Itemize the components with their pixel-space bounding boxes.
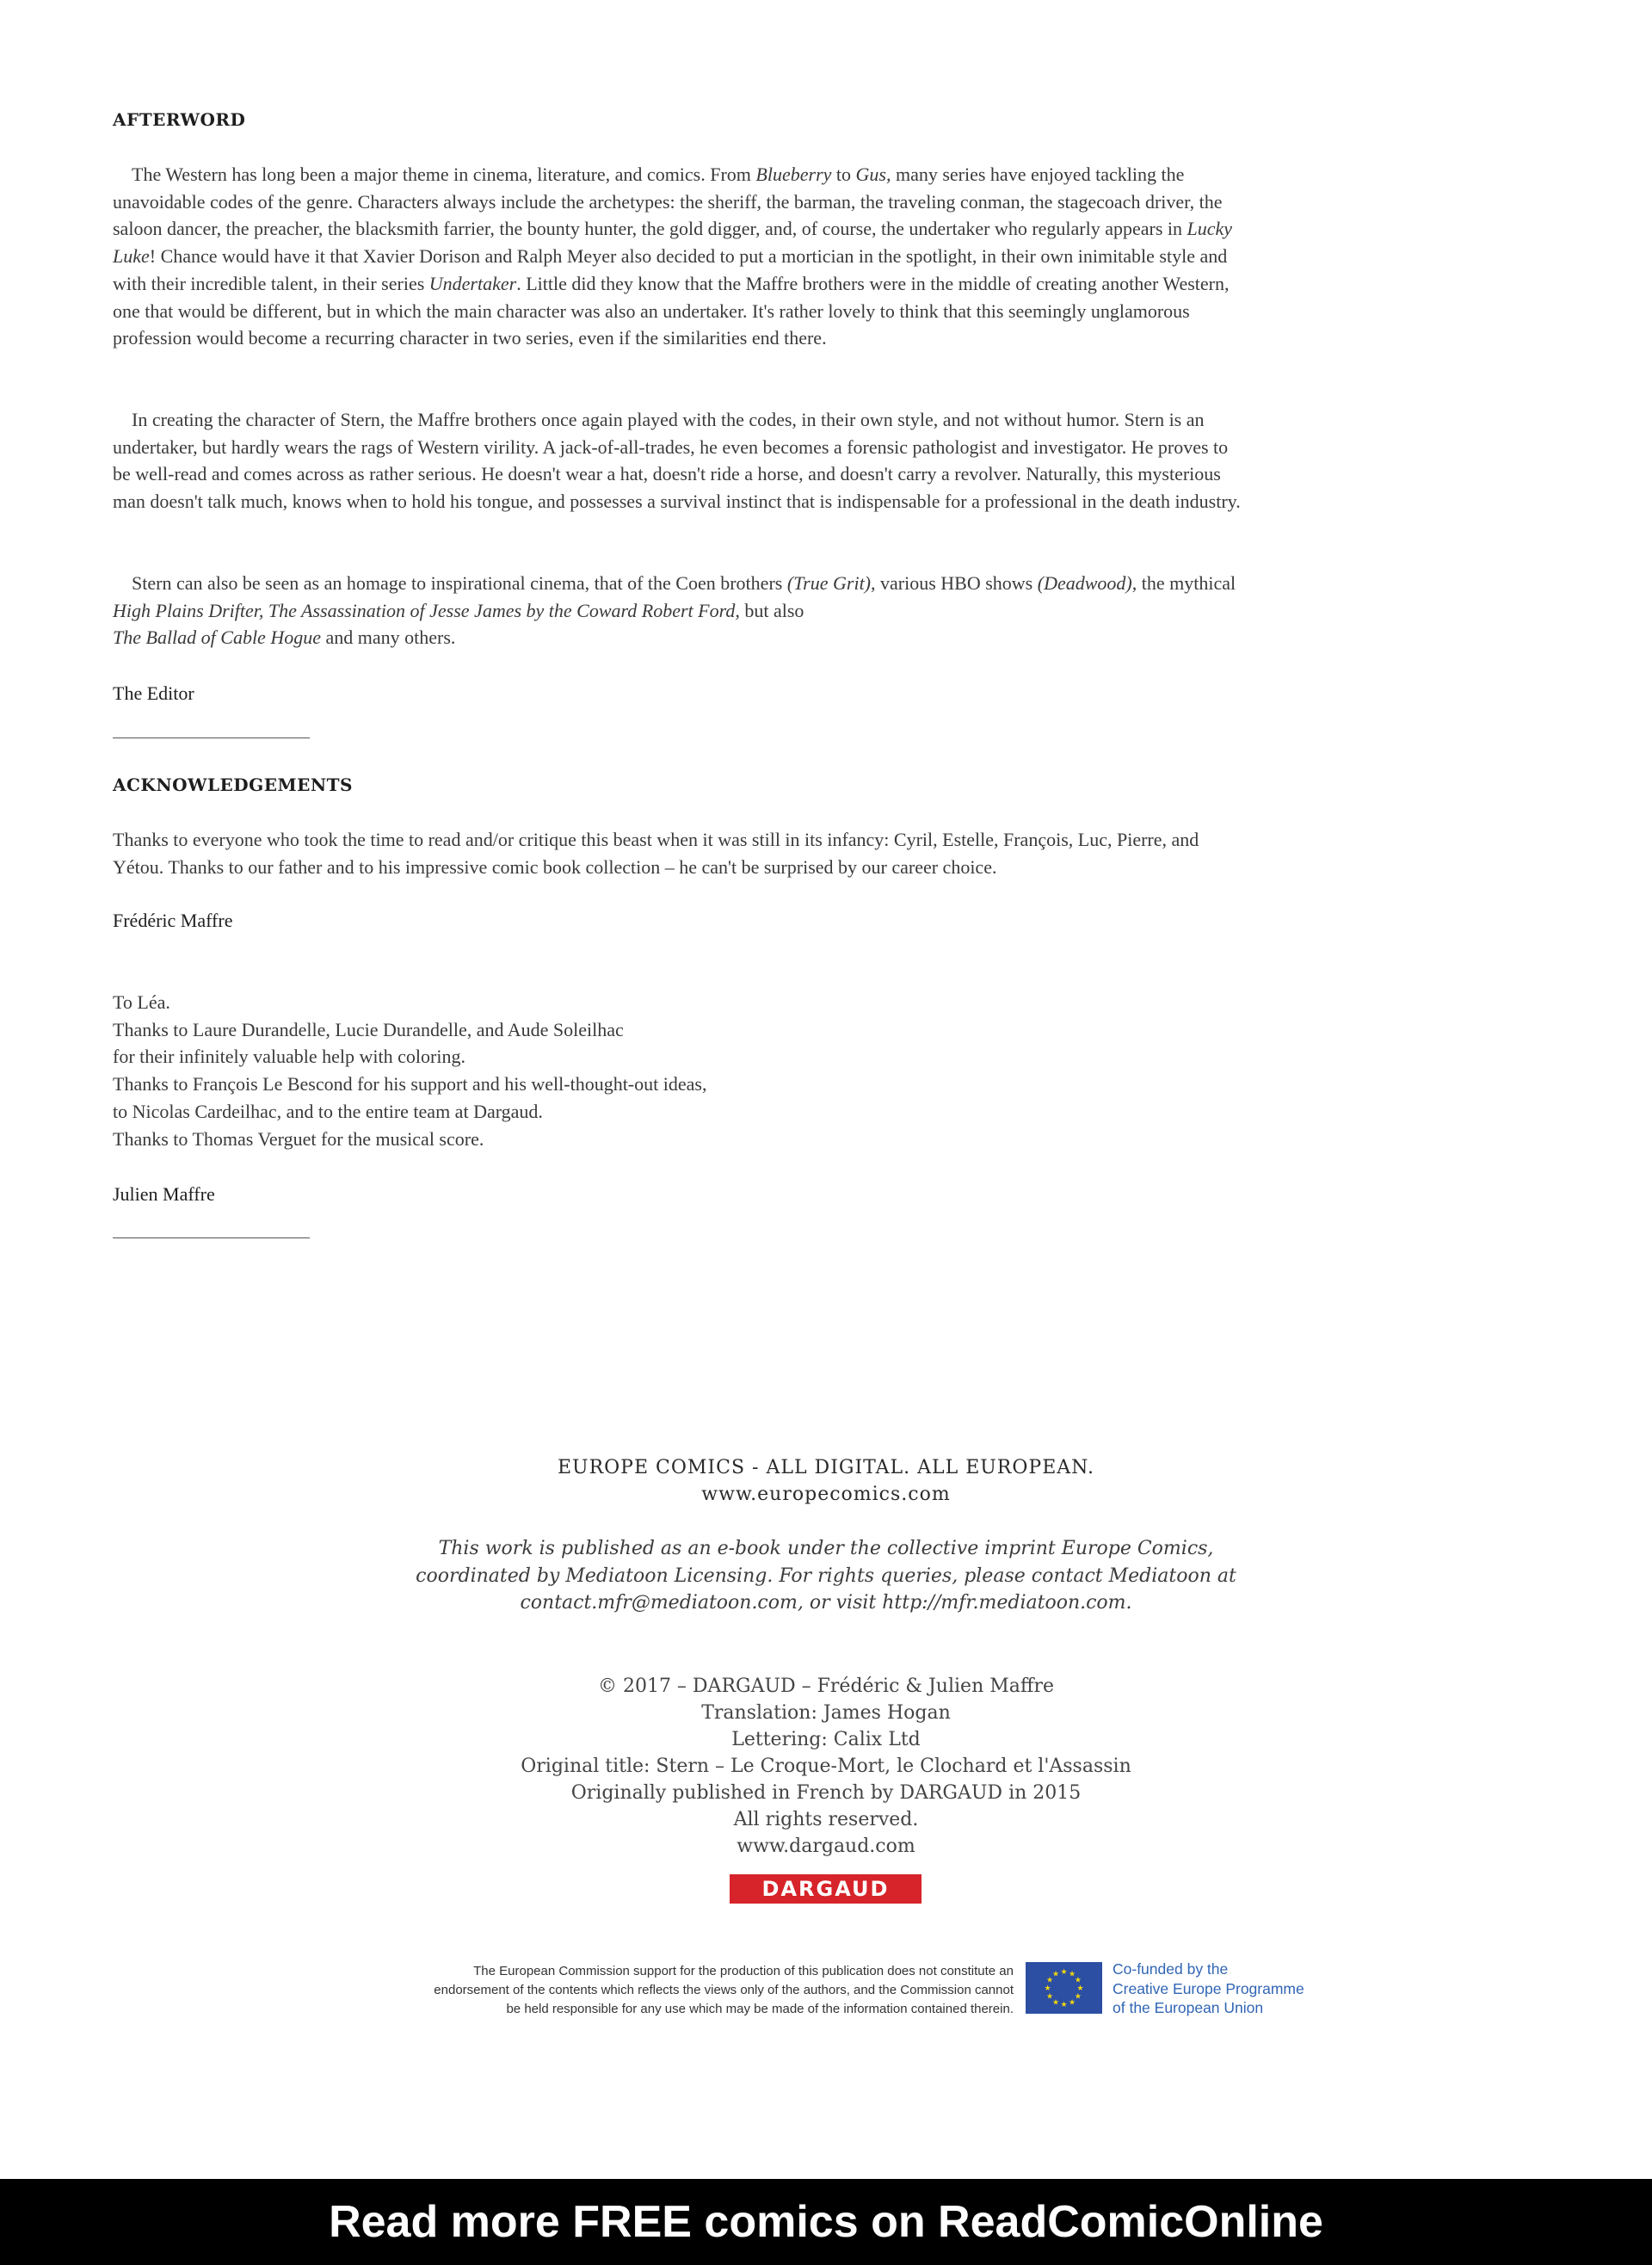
frederic-signature-block — [113, 907, 1248, 935]
cofunded-line: of the European Union — [1113, 1999, 1264, 2016]
afterword-p2: In creating the character of Stern, the Maffre brothers once again played with the codes, in their own style, and not without humor. Stern is an undertaker, but hardly wears the rags of Western virility. A jack-of-all-trades, he even becomes a forensic pathologist and investigator. He proves to be well-read and comes across as rather serious. He doesn't wear a hat, doesn't ride a horse, and doesn't carry a revolver. Naturally, this mysterious man doesn't talk much, knows when to hold his tongue, and possesses a survival instinct that is indispensable for a professional in the death industry. — [113, 409, 1241, 513]
eu-star: ★ — [1060, 1968, 1068, 1977]
thanks-line: Thanks to Laure Durandelle, Lucie Durandelle, and Aude Soleilhac — [113, 1018, 624, 1040]
disclaimer-line: be held responsible for any use which may be made of the information contained therein. — [506, 2002, 1014, 2016]
eu-star: ★ — [1046, 1992, 1054, 2002]
afterword-p1 — [113, 161, 1248, 352]
frederic-signature: Frédéric Maffre — [113, 910, 233, 931]
afterword-section — [113, 107, 1248, 133]
imprint-header — [0, 1454, 1652, 1508]
title-deadwood: (Deadwood) — [1037, 572, 1132, 594]
promo-banner-text[interactable]: Read more FREE comics on ReadComicOnline — [329, 2197, 1323, 2247]
title-undertaker: Undertaker — [428, 272, 517, 294]
notice-line: contact.mfr@mediatoon.com, or visit http://mfr.mediatoon.com. — [520, 1592, 1132, 1614]
cofunded-line: Co-funded by the — [1113, 1960, 1229, 1978]
editor-signature: The Editor — [113, 682, 194, 704]
title-blueberry: Blueberry — [755, 164, 832, 185]
text-run: ! Chance would have it that Xavier Dorison and Ralph Meyer also decided to put a mortician in the spotlight, in their own inimitable style and with their incredible talent, in their series — [113, 245, 1228, 294]
julien-signature: Julien Maffre — [113, 1183, 215, 1205]
eu-star: ★ — [1060, 2001, 1068, 2009]
divider-rule — [113, 1237, 310, 1238]
eu-stars-ring — [1026, 1962, 1102, 2014]
text-run: Stern can also be seen as an homage to inspirational cinema, that of the Coen brothers — [132, 572, 787, 594]
text-run: but also — [739, 599, 804, 621]
original-title: Original title: Stern – Le Croque-Mort, le Clochard et l'Assassin — [521, 1756, 1131, 1777]
disclaimer-line: endorsement of the contents which reflects the views only of the authors, and the Commission cannot — [434, 1983, 1014, 1997]
eu-star: ★ — [1068, 1970, 1076, 1979]
cofunded-line: Creative Europe Programme — [1113, 1979, 1304, 1997]
afterword-paragraph-1 — [113, 161, 1248, 352]
notice-line: This work is published as an e-book under the collective imprint Europe Comics, — [438, 1538, 1214, 1559]
text-run: The Western has long been a major theme in cinema, literature, and comics. From — [132, 164, 756, 185]
promo-banner[interactable] — [0, 2179, 1652, 2265]
text-run: many series have enjoyed tackling the unavoidable codes of the genre. Characters always include the archetypes: the sheriff, the barman, the traveling conman, the stagecoach driver, the saloon dancer, the preacher, the blacksmith farrier, the bounty hunter, the gold digger, and, of course, the undertaker who regularly appears in — [113, 164, 1223, 240]
julien-thanks-block — [113, 989, 1248, 1152]
eu-star: ★ — [1068, 1998, 1076, 2008]
eu-flag-icon — [1026, 1962, 1102, 2014]
julien-signature-block — [113, 1181, 1248, 1208]
title-gus: Gus, — [855, 164, 891, 185]
dargaud-logo: DARGAUD — [730, 1874, 922, 1904]
europe-comics-url[interactable]: www.europecomics.com — [701, 1484, 951, 1505]
disclaimer-line: The European Commission support for the production of this publication does not constitute an — [473, 1964, 1014, 1978]
afterword-p3 — [113, 570, 1248, 651]
title-cable-hogue: The Ballad of Cable Hogue — [113, 626, 321, 649]
text-run: , the mythical — [1131, 572, 1236, 594]
lettering-credit: Lettering: Calix Ltd — [731, 1729, 921, 1750]
dargaud-url[interactable]: www.dargaud.com — [737, 1836, 915, 1857]
eu-star: ★ — [1044, 1984, 1051, 1993]
imprint-credits — [0, 1673, 1652, 1860]
notice-line: coordinated by Mediatoon Licensing. For rights queries, please contact Mediatoon at — [416, 1565, 1236, 1587]
eu-cofunded-label — [1113, 1960, 1304, 2018]
title-lucky-luke: Lucky Luke — [113, 218, 1233, 268]
title-true-grit: (True Grit) — [786, 572, 872, 594]
thanks-line: Thanks to François Le Bescond for his support and his well-thought-out ideas, — [113, 1073, 707, 1095]
original-publication: Originally published in French by DARGAUD in 2015 — [570, 1782, 1082, 1804]
eu-star: ★ — [1074, 1992, 1082, 2002]
thanks-line: To Léa. — [113, 991, 170, 1013]
eu-star: ★ — [1051, 1970, 1060, 1979]
acknowledgements-p1: Thanks to everyone who took the time to read and/or critique this beast when it was still in its infancy: Cyril, Estelle, François, Luc, Pierre, and Yétou. Thanks to our father and to his impressive comic book collection – he can't be surprised by our career choice. — [113, 829, 1199, 878]
afterword-paragraph-2 — [113, 406, 1248, 515]
text-run: , various HBO shows — [871, 572, 1038, 594]
afterword-paragraph-3 — [113, 570, 1248, 651]
afterword-signature-block — [113, 680, 1248, 707]
copyright-line: © 2017 – DARGAUD – Frédéric & Julien Maffre — [597, 1676, 1055, 1697]
thanks-line: Thanks to Thomas Verguet for the musical score. — [113, 1127, 484, 1150]
eu-disclaimer — [284, 1962, 1014, 2019]
divider-2 — [113, 1237, 1248, 1238]
eu-star: ★ — [1046, 1976, 1054, 1985]
title-films: High Plains Drifter, The Assassination of Jesse James by the Coward Robert Ford, — [113, 599, 740, 621]
eu-star: ★ — [1051, 1998, 1060, 2008]
text-run: . Little did they know that the Maffre brothers were in the middle of creating another Western, one that would be different, but in which the main character was also an undertaker. It's rather lovely to think that this seemingly unglamorous profession would become a recurring character in two series, even if the similarities end there. — [113, 272, 1230, 349]
acknowledgements-heading: ACKNOWLEDGEMENTS — [113, 775, 353, 795]
acknowledgements-section — [113, 772, 1248, 798]
text-run: to — [831, 164, 856, 185]
eu-star: ★ — [1076, 1984, 1084, 1993]
imprint-notice — [0, 1535, 1652, 1617]
thanks-line: for their infinitely valuable help with coloring. — [113, 1046, 465, 1068]
rights-reserved: All rights reserved. — [733, 1809, 919, 1830]
thanks-line: to Nicolas Cardeilhac, and to the entire team at Dargaud. — [113, 1100, 543, 1122]
eu-star: ★ — [1074, 1976, 1082, 1985]
translation-credit: Translation: James Hogan — [701, 1702, 951, 1724]
acknowledgements-paragraph — [113, 826, 1248, 880]
afterword-heading: AFTERWORD — [113, 109, 246, 130]
europe-comics-slogan: EUROPE COMICS - ALL DIGITAL. ALL EUROPEAN. — [557, 1457, 1094, 1478]
text-run: and many others. — [320, 626, 456, 649]
